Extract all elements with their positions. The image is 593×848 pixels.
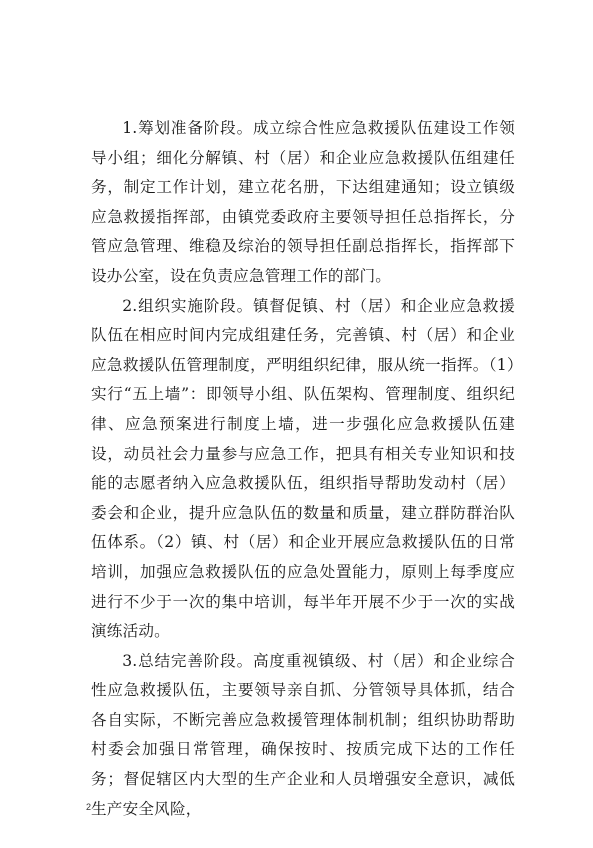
page-number: 2: [86, 802, 92, 812]
body-text: [91, 114, 515, 824]
paragraph-planning-stage: 1.筹划准备阶段。成立综合性应急救援队伍建设工作领导小组；细化分解镇、村（居）和企业应急救援队伍组建任务，制定工作计划，建立花名册，下达组建通知；设立镇级应急救援指挥部，由镇党委政府主要领导担任总指挥长，分管应急管理、维稳及综治的领导担任副总指挥长，指挥部下设办公室，设在负责应急管理工作的部门。: [91, 119, 515, 285]
paragraph-implementation-stage: 2.组织实施阶段。镇督促镇、村（居）和企业应急救援队伍在相应时间内完成组建任务，完善镇、村（居）和企业应急救援队伍管理制度，严明组织纪律，服从统一指挥。（1）实行“五上墙”：即领导小组、队伍架构、管理制度、组织纪律、应急预案进行制度上墙，进一步强化应急救援队伍建设，动员社会力量参与应急工作，把具有相关专业知识和技能的志愿者纳入应急救援队伍，组织指导帮助发动村（居）委会和企业，提升应急队伍的数量和质量，建立群防群治队伍体系。（2）镇、村（居）和企业开展应急救援队伍的日常培训，加强应急救援队伍的应急处置能力，原则上每季度应进行不少于一次的集中培训，每半年开展不少于一次的实战演练活动。: [91, 296, 515, 641]
paragraph-summary-stage: 3.总结完善阶段。高度重视镇级、村（居）和企业综合性应急救援队伍，主要领导亲自抓、分管领导具体抓，结合各自实际，不断完善应急救援管理体制机制；组织协助帮助村委会加强日常管理，确保按时、按质完成下达的工作任务；督促辖区内大型的生产企业和人员增强安全意识，减低生产安全风险，: [91, 651, 515, 818]
